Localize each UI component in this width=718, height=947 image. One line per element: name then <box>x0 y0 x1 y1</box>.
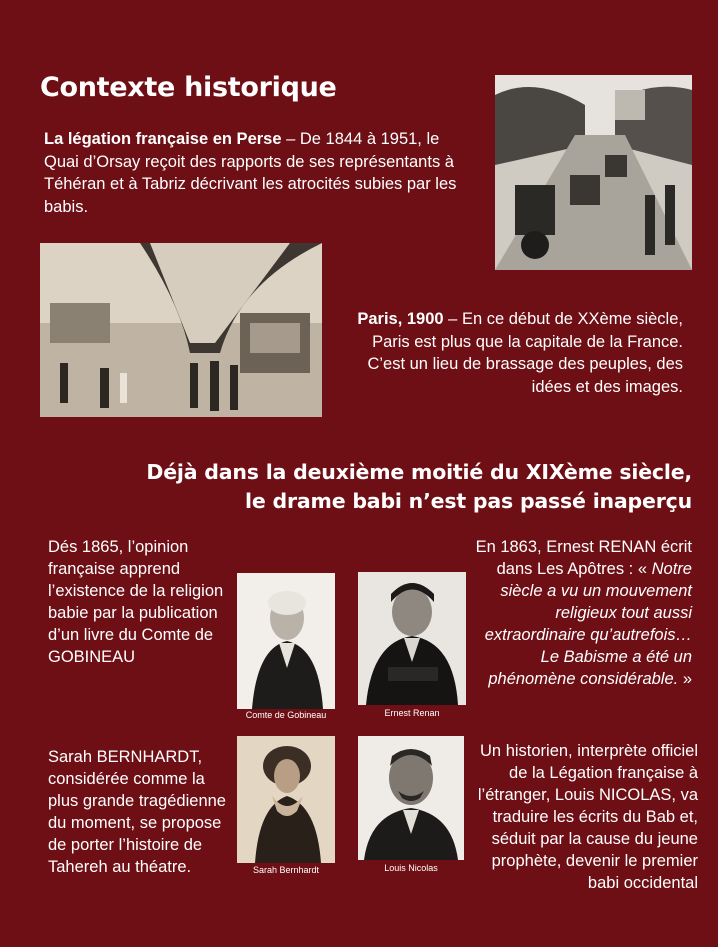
paris-text: – En ce début de XXème siècle, Paris est plus que la capitale de la France. C’est un lieu de brassage des peuples, des idées et des images. <box>367 310 683 396</box>
renan-intro: En 1863, Ernest RENAN écrit dans Les Apôtres : <box>475 538 692 578</box>
renan-open-quote: « <box>637 560 652 578</box>
renan-paragraph <box>470 536 692 690</box>
legation-text: – De 1844 à 1951, le Quai d’Orsay reçoit des rapports de ses représentants à Téhéran et à Tabriz décrivant les atrocités subies par les babis. <box>44 130 457 216</box>
section-headline <box>60 458 692 516</box>
sarah-paragraph: Sarah BERNHARDT, considérée comme la plus grande tragédienne du moment, se propose de porter l’histoire de Tahereh au théatre. <box>48 748 226 876</box>
paris-heading: Paris, 1900 <box>357 310 444 328</box>
legation-heading: La légation française en Perse <box>44 130 282 148</box>
page-title: Contexte historique <box>40 72 337 103</box>
renan-quote: Notre siècle a vu un mouvement religieux tout aussi extraordinaire qu’autrefois… Le Babisme a été un phénomène considérable. <box>484 560 692 688</box>
sarah-caption: Sarah Bernhardt <box>252 865 320 875</box>
gobineau-paragraph: Dés 1865, l’opinion française apprend l’existence de la religion babie par la publication d’un livre du Comte de GOBINEAU <box>48 538 224 666</box>
nicolas-paragraph: Un historien, interprète officiel de la Légation française à l’étranger, Louis NICOLAS, va traduire les écrits du Bab et, séduit par la cause du jeune prophète, devenir le premier babi occidental <box>477 742 698 892</box>
headline-line-1: Déjà dans la deuxième moitié du XIXème siècle, <box>146 460 692 484</box>
paris-avenue-photo <box>495 75 692 270</box>
renan-portrait <box>358 572 466 705</box>
nicolas-caption: Louis Nicolas <box>384 863 438 873</box>
gobineau-caption: Comte de Gobineau <box>245 710 327 720</box>
renan-caption: Ernest Renan <box>384 708 440 718</box>
nicolas-portrait <box>358 736 464 860</box>
gobineau-portrait <box>237 573 335 709</box>
paris-paragraph <box>340 308 683 398</box>
sarah-bernhardt-portrait <box>237 736 335 863</box>
renan-close-quote: » <box>678 670 692 688</box>
headline-line-2: le drame babi n’est pas passé inaperçu <box>245 489 692 513</box>
legation-paragraph <box>44 128 464 218</box>
eiffel-tower-photo <box>40 243 322 417</box>
